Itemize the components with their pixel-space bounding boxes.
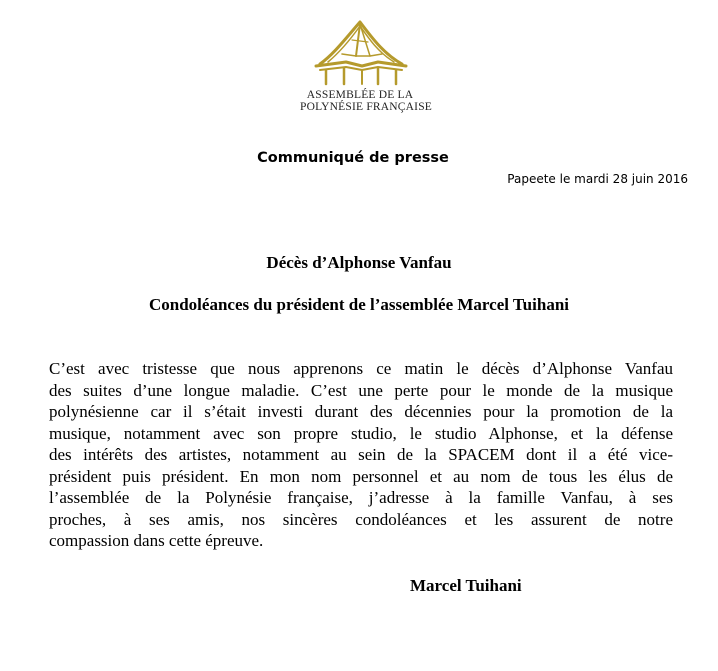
body-line: compassion dans cette épreuve. [49,531,264,550]
assembly-building-icon [312,20,408,86]
document-title: Décès d’Alphonse Vanfau [266,253,452,272]
press-release-title-text: Communiqué de presse [257,150,449,166]
body-line: président puis président. En mon nom personnel et au nom de tous les élus de [49,466,673,486]
press-release-title [0,150,718,166]
signature: Marcel Tuihani [410,576,522,595]
logo-text-line2: POLYNÉSIE FRANÇAISE [300,101,433,113]
body-line: l’assemblée de la Polynésie française, j’adresse à la famille Vanfau, à ses [49,488,673,507]
logo-text-line1: ASSEMBLÉE DE LA [306,89,414,101]
dateline: Papeete le mardi 28 juin 2016 [507,172,688,186]
body-line: C’est avec tristesse que nous apprenons ce matin le décès d’Alphonse Vanfau [49,359,673,378]
body-line: des intérêts des artistes, notamment au sein de la SPACEM dont il a été vice- [49,445,673,464]
body-line: des suites d’une longue maladie. C’est une perte pour le monde de la musique [49,380,673,400]
body-line: musique, notamment avec son propre studio, le studio Alphonse, et la défense [49,423,673,443]
body-line: proches, à ses amis, nos sincères condoléances et les assurent de notre [49,509,673,529]
body-paragraph [49,358,673,552]
document-subtitle: Condoléances du président de l’assemblée Marcel Tuihani [149,295,569,314]
assembly-logo [300,14,433,114]
body-line: polynésienne car il s’était investi durant des décennies pour la promotion de la [49,402,673,421]
